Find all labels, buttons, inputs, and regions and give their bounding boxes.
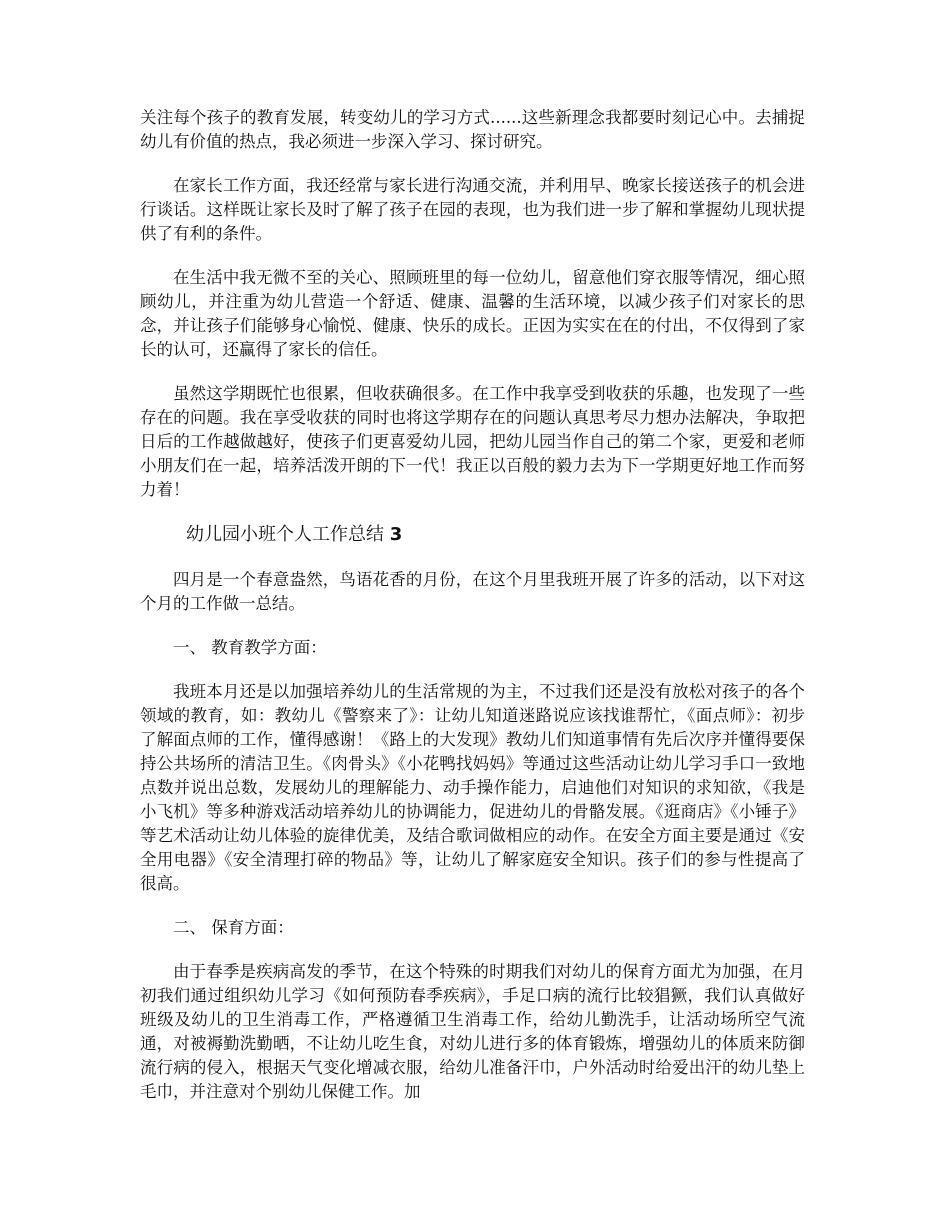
paragraph-care: 由于春季是疾病高发的季节，在这个特殊的时期我们对幼儿的保育方面尤为加强，在月初我们通过组织幼儿学习《如何预防春季疾病》，手足口病的流行比较猖獗，我们认真做好班级及幼儿的卫生消毒工作，严格遵循卫生消毒工作，给幼儿勤洗手，让活动场所空气流通，对被褥勤洗勤晒，不让幼儿吃生食，对幼儿进行多的体育锻炼，增强幼儿的体质来防御流行病的侵入，根据天气变化增减衣服，给幼儿准备汗巾，户外活动时给爱出汗的幼儿垫上毛巾，并注意对个别幼儿保健工作。加 — [140, 962, 805, 1101]
document-body — [140, 106, 805, 1124]
section-title-teaching: 一、 教育教学方面： — [173, 638, 327, 657]
section-title-care: 二、 保育方面： — [173, 918, 294, 937]
paragraph-reflection: 虽然这学期既忙也很累，但收获确很多。在工作中我享受到收获的乐趣，也发现了一些存在的问题。我在享受收获的同时也将这学期存在的问题认真思考尽力想办法解决，争取把日后的工作越做越好，使孩子们更喜爱幼儿园，把幼儿园当作自己的第二个家，更爱和老师小朋友们在一起，培养活泼开朗的下一代！我正以百般的毅力去为下一学期更好地工作而努力着！ — [140, 384, 805, 499]
paragraph-parent-work: 在家长工作方面，我还经常与家长进行沟通交流，并利用早、晚家长接送孩子的机会进行谈话。这样既让家长及时了解了孩子在园的表现，也为我们进一步了解和掌握幼儿现状提供了有利的条件。 — [140, 176, 805, 243]
paragraph-teaching: 我班本月还是以加强培养幼儿的生活常规的为主，不过我们还是没有放松对孩子的各个领域的教育，如：教幼儿《警察来了》：让幼儿知道迷路说应该找谁帮忙，《面点师》：初步了解面点师的工作，懂得感谢！《路上的大发现》教幼儿们知道事情有先后次序并懂得要保持公共场所的清洁卫生。《肉骨头》《小花鸭找妈妈》等通过这些活动让幼儿学习手口一致地点数并说出总数，发展幼儿的理解能力、动手操作能力，启迪他们对知识的求知欲，《我是小飞机》等多种游戏活动培养幼儿的协调能力，促进幼儿的骨骼发展。《逛商店》《小锤子》等艺术活动让幼儿体验的旋律优美，及结合歌词做相应的动作。在安全方面主要是通过《安全用电器》《安全清理打碎的物品》等，让幼儿了解家庭安全知识。孩子们的参与性提高了很高。 — [140, 682, 805, 893]
section-heading — [140, 522, 805, 548]
paragraph-continued: 关注每个孩子的教育发展，转变幼儿的学习方式......这些新理念我都要时刻记心中。去捕捉幼儿有价值的热点，我必须进一步深入学习、探讨研究。 — [140, 108, 805, 151]
paragraph-intro: 四月是一个春意盎然，鸟语花香的月份，在这个月里我班开展了许多的活动，以下对这个月的工作做一总结。 — [140, 570, 805, 613]
heading-text: 幼儿园小班个人工作总结 — [186, 524, 384, 545]
paragraph-daily-care: 在生活中我无微不至的关心、照顾班里的每一位幼儿，留意他们穿衣服等情况，细心照顾幼儿，并注重为幼儿营造一个舒适、健康、温馨的生活环境，以减少孩子们对家长的思念，并让孩子们能够身心愉悦、健康、快乐的成长。正因为实实在在的付出，不仅得到了家长的认可，还赢得了家长的信任。 — [140, 268, 805, 359]
heading-number: 3 — [389, 524, 403, 545]
